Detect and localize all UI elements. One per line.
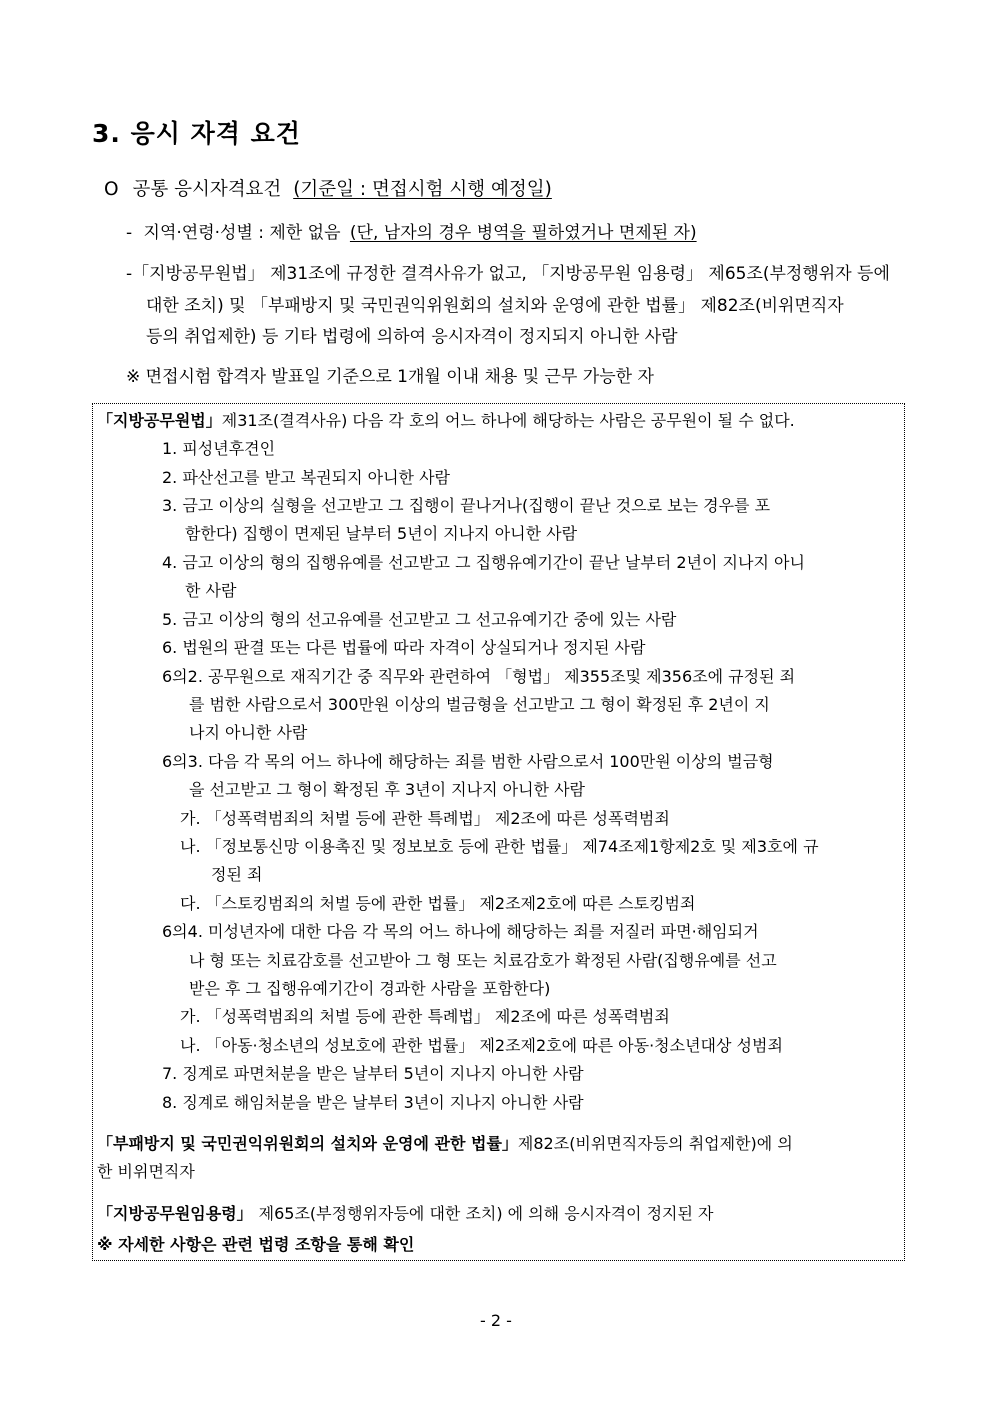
list-item: 3. 금고 이상의 실형을 선고받고 그 집행이 끝나거나(집행이 끝난 것으로 보는 경우를 포 [162, 496, 771, 515]
list-item: 5. 금고 이상의 형의 선고유예를 선고받고 그 선고유예기간 중에 있는 사람 [162, 610, 677, 629]
list-item: 6의4. 미성년자에 대한 다음 각 목의 어느 하나에 해당하는 죄를 저질러 파면·해임되거 [162, 922, 759, 941]
law65-name: 「지방공무원임용령」 [97, 1204, 253, 1223]
law82-paragraph [97, 1131, 793, 1154]
list-item: 7. 징계로 파면처분을 받은 날부터 5년이 지나지 아니한 사람 [162, 1064, 584, 1083]
list-item: 2. 파산선고를 받고 복권되지 아니한 사람 [162, 468, 450, 487]
requirement-region-age-sex [126, 218, 697, 243]
dash-marker: - [126, 264, 133, 284]
list-item: 1. 피성년후견인 [162, 439, 276, 458]
requirement-disqualification-line3: 등의 취업제한) 등 기타 법령에 의하여 응시자격이 정지되지 아니한 사람 [146, 327, 678, 347]
requirement-text: 「지방공무원법」 제31조에 규정한 결격사유가 없고, 「지방공무원 임용령」 제65조(부정행위자 등에 [132, 264, 890, 284]
requirement-text: 지역·연령·성별 : 제한 없음 [143, 223, 341, 243]
military-service-note: (단, 남자의 경우 병역을 필하였거나 면제된 자) [349, 223, 697, 243]
page-number: - 2 - [480, 1311, 512, 1330]
law65-description: 제65조(부정행위자등에 대한 조치) 에 의해 응시자격이 정지된 자 [258, 1204, 714, 1223]
list-item: 6의2. 공무원으로 재직기간 중 직무와 관련하여 「형법」 제355조및 제356조에 규정된 죄 [162, 667, 796, 686]
law31-heading [97, 408, 795, 431]
employment-remark: ※ 면접시험 합격자 발표일 기준으로 1개월 이내 채용 및 근무 가능한 자 [126, 367, 654, 387]
law65-paragraph [97, 1201, 714, 1224]
circle-bullet: O [104, 179, 119, 200]
sub-list-item: 나. 「정보통신망 이용촉진 및 정보보호 등에 관한 법률」 제74조제1항제2호 및 제3호에 규 [180, 837, 819, 856]
list-item-continuation: 나지 아니한 사람 [189, 723, 308, 742]
common-requirement-label: 공통 응시자격요건 [132, 179, 282, 200]
list-item: 8. 징계로 해임처분을 받은 날부터 3년이 지나지 아니한 사람 [162, 1093, 584, 1112]
list-item-continuation: 받은 후 그 집행유예기간이 경과한 사람을 포함한다) [189, 979, 551, 998]
common-requirement-line [104, 175, 552, 201]
requirement-disqualification-line1 [126, 259, 890, 284]
list-item-continuation: 함한다) 집행이 면제된 날부터 5년이 지나지 아니한 사람 [185, 524, 578, 543]
list-item: 6의3. 다음 각 목의 어느 하나에 해당하는 죄를 범한 사람으로서 100만원 이상의 벌금형 [162, 752, 774, 771]
sub-list-item-continuation: 정된 죄 [211, 865, 263, 884]
list-item-continuation: 나 형 또는 치료감호를 선고받아 그 형 또는 치료감호가 확정된 사람(집행유예를 선고 [189, 951, 777, 970]
sub-list-item: 다. 「스토킹범죄의 처벌 등에 관한 법률」 제2조제2호에 따른 스토킹범죄 [180, 894, 696, 913]
dash-marker: - [126, 223, 133, 243]
law31-name: 「지방공무원법」 [97, 411, 222, 430]
list-item: 6. 법원의 판결 또는 다른 법률에 따라 자격이 상실되거나 정지된 사람 [162, 638, 646, 657]
list-item-continuation: 을 선고받고 그 형이 확정된 후 3년이 지나지 아니한 사람 [189, 780, 585, 799]
sub-list-item: 나. 「아동·청소년의 성보호에 관한 법률」 제2조제2호에 따른 아동·청소년대상 성범죄 [180, 1036, 783, 1055]
sub-list-item: 가. 「성폭력범죄의 처벌 등에 관한 특례법」 제2조에 따른 성폭력범죄 [180, 1007, 670, 1026]
common-requirement-basis: (기준일 : 면접시험 시행 예정일) [293, 179, 552, 200]
law31-description: 제31조(결격사유) 다음 각 호의 어느 하나에 해당하는 사람은 공무원이 될 수 없다. [221, 411, 795, 430]
list-item: 4. 금고 이상의 형의 집행유예를 선고받고 그 집행유예기간이 끝난 날부터 2년이 지나지 아니 [162, 553, 805, 572]
law82-continuation: 한 비위면직자 [97, 1162, 195, 1181]
section-title: 3. 응시 자격 요건 [92, 119, 301, 148]
law82-description: 제82조(비위면직자등의 취업제한)에 의 [517, 1134, 793, 1153]
sub-list-item: 가. 「성폭력범죄의 처벌 등에 관한 특례법」 제2조에 따른 성폭력범죄 [180, 809, 670, 828]
list-item-continuation: 한 사람 [185, 581, 237, 600]
detail-note: ※ 자세한 사항은 관련 법령 조항을 통해 확인 [97, 1235, 415, 1254]
law82-name: 「부패방지 및 국민권익위원회의 설치와 운영에 관한 법률」 [97, 1134, 518, 1153]
list-item-continuation: 를 범한 사람으로서 300만원 이상의 벌금형을 선고받고 그 형이 확정된 후 2년이 지 [189, 695, 770, 714]
requirement-disqualification-line2: 대한 조치) 및 「부패방지 및 국민권익위원회의 설치와 운영에 관한 법률」 제82조(비위면직자 [146, 296, 844, 316]
legal-reference-box [92, 403, 905, 1261]
